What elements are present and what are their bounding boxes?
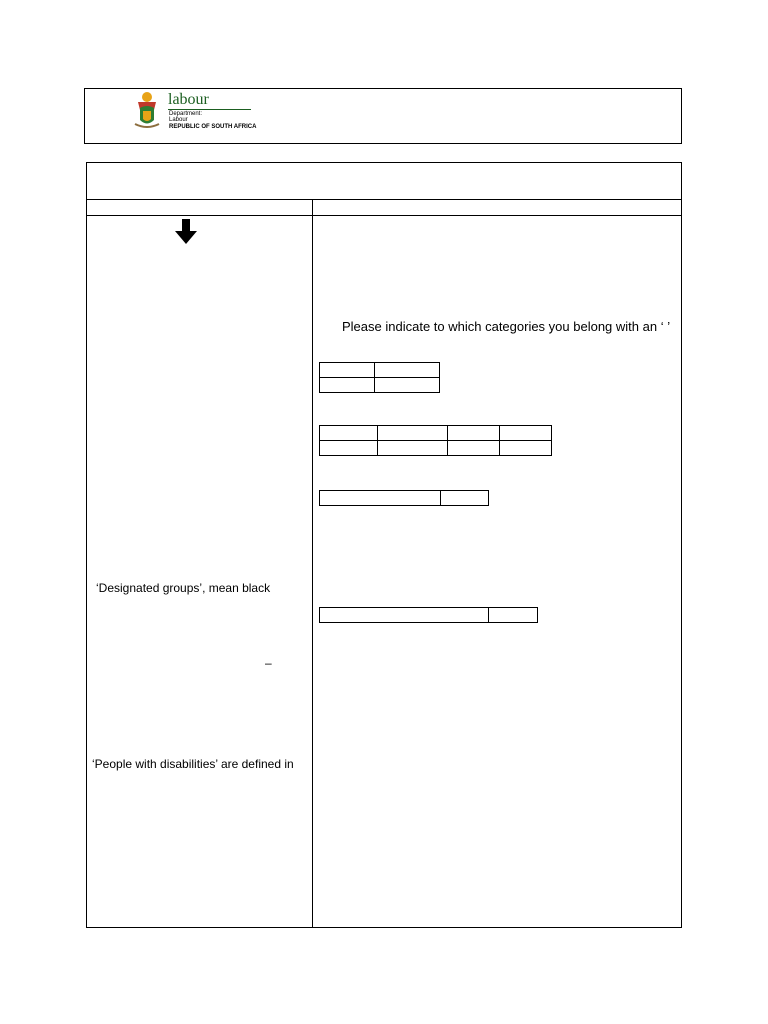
gender-cell[interactable] <box>375 378 440 393</box>
logo-line-1: Department: <box>169 111 203 117</box>
nationality-table <box>319 490 489 506</box>
logo-line-3: REPUBLIC OF SOUTH AFRICA <box>169 124 257 130</box>
form-box <box>86 162 682 928</box>
nationality-cell[interactable] <box>320 491 441 506</box>
race-cell[interactable] <box>500 441 552 456</box>
race-cell[interactable] <box>320 426 378 441</box>
disabilities-text: ‘People with disabilities’ are defined in <box>92 757 294 771</box>
gender-cell[interactable] <box>320 378 375 393</box>
column-divider <box>312 199 313 928</box>
gender-cell[interactable] <box>375 363 440 378</box>
dash-text: – <box>265 656 272 670</box>
race-cell[interactable] <box>378 426 448 441</box>
disability-cell[interactable] <box>320 608 489 623</box>
designated-groups-text: ‘Designated groups’, mean black <box>96 581 271 595</box>
gender-cell[interactable] <box>320 363 375 378</box>
disability-table <box>319 607 538 623</box>
logo-underline <box>168 109 251 110</box>
race-cell[interactable] <box>448 441 500 456</box>
down-arrow-icon <box>175 219 197 245</box>
race-cell[interactable] <box>448 426 500 441</box>
disability-cell[interactable] <box>489 608 538 623</box>
form-title-divider <box>86 199 682 200</box>
nationality-cell[interactable] <box>441 491 489 506</box>
form-header-divider <box>86 215 682 216</box>
gender-table <box>319 362 440 393</box>
logo-line-2: Labour <box>169 117 188 123</box>
race-cell[interactable] <box>500 426 552 441</box>
coat-of-arms-icon <box>132 90 162 130</box>
instruction-text: Please indicate to which categories you belong with an ‘ ’ <box>342 319 671 334</box>
race-cell[interactable] <box>378 441 448 456</box>
race-table <box>319 425 552 456</box>
race-cell[interactable] <box>320 441 378 456</box>
logo-name: labour <box>168 91 209 108</box>
